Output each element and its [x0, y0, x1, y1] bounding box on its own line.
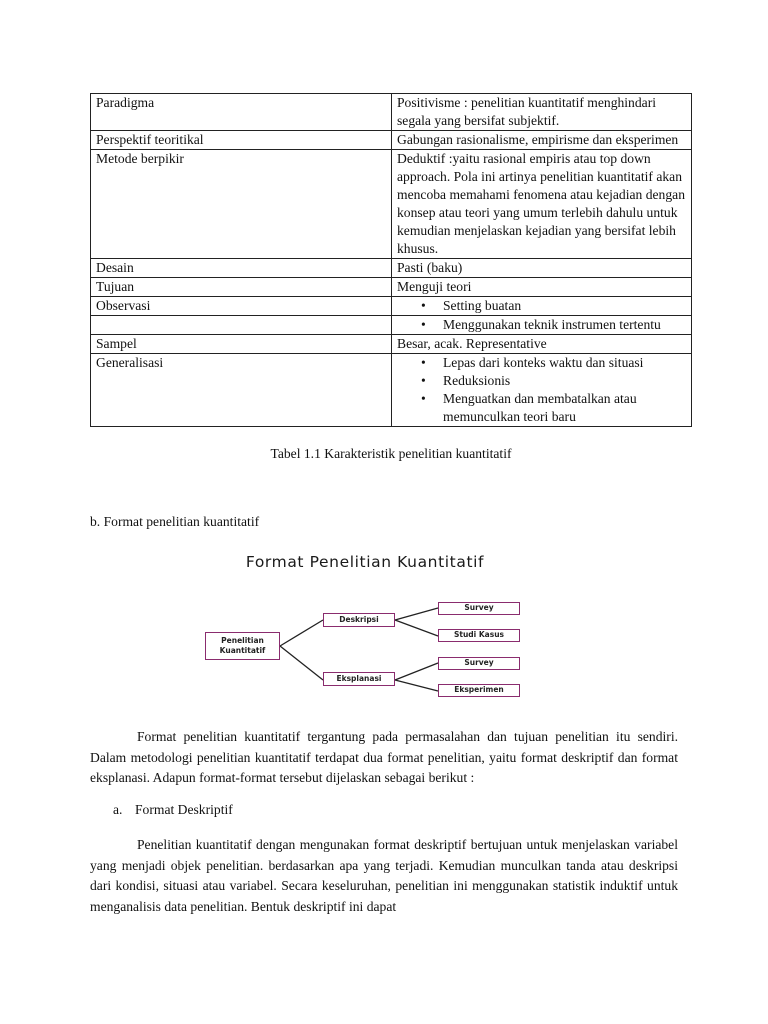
table-row	[91, 259, 692, 278]
paragraph-text: Penelitian kuantitatif dengan mengunakan format deskriptif bertujuan untuk menjelaskan variabel yang menjadi objek penelitian. berdasarkan apa yang terjadi. Kemudian munculkan tanda atau deskripsi dari kondisi, situasi atau variabel. Secara keseluruhan, penelitian ini menggunakan statistik induktif untuk menganalisis data penelitian. Bentuk deskriptif ini dapat	[90, 837, 678, 914]
table-cell-value	[392, 297, 692, 316]
table-row	[91, 354, 692, 427]
table-cell-key: Sampel	[91, 335, 392, 354]
diagram-title: Format Penelitian Kuantitatif	[245, 553, 485, 571]
table-cell-key: Desain	[91, 259, 392, 278]
connector-line	[280, 646, 323, 680]
table-caption: Tabel 1.1 Karakteristik penelitian kuantitatif	[270, 446, 512, 461]
diagram-leaf-box	[438, 684, 520, 697]
subheading-text: Format Deskriptif	[135, 802, 233, 817]
table-cell-value	[392, 316, 692, 335]
table-row	[91, 297, 692, 316]
table-row	[91, 278, 692, 297]
connector-line	[280, 620, 323, 646]
diagram-leaf-box	[438, 629, 520, 642]
table-cell-key: Generalisasi	[91, 354, 392, 427]
diagram-branch-label: Deskripsi	[339, 615, 379, 624]
connector-line	[395, 663, 438, 680]
table-row	[91, 131, 692, 150]
list-item: • Setting buatan	[443, 297, 686, 315]
table-cell-key: Tujuan	[91, 278, 392, 297]
table-cell-value	[392, 354, 692, 427]
table-cell-key: Paradigma	[91, 94, 392, 131]
table-cell-value: Pasti (baku)	[392, 259, 692, 278]
bullet-list	[397, 354, 686, 426]
list-item: • Menggunakan teknik instrumen tertentu	[443, 316, 686, 334]
bullet-list	[397, 297, 686, 315]
table-cell-key: Perspektif teoritikal	[91, 131, 392, 150]
table-row	[91, 335, 692, 354]
subheading	[113, 801, 233, 819]
diagram-branch-label: Eksplanasi	[336, 674, 382, 683]
list-item: • Menguatkan dan membatalkan atau memunculkan teori baru	[443, 390, 686, 426]
characteristics-table	[90, 93, 692, 427]
diagram-leaf-label: Studi Kasus	[453, 630, 505, 639]
table-row	[91, 150, 692, 259]
connector-line	[395, 608, 438, 620]
diagram-branch-box	[323, 672, 395, 686]
diagram-leaf-box	[438, 657, 520, 670]
diagram-branch-box	[323, 613, 395, 627]
paragraph-text: Format penelitian kuantitatif tergantung pada permasalahan dan tujuan penelitian itu sendiri. Dalam metodologi penelitian kuantitatif terdapat dua format penelitian, yaitu format deskriptif dan format eksplanasi. Adapun format-format tersebut dijelaskan sebagai berikut :	[90, 729, 678, 785]
connector-line	[395, 680, 438, 691]
table-cell-key: Observasi	[91, 297, 392, 316]
diagram-root-box	[205, 632, 280, 660]
diagram-leaf-label: Survey	[464, 603, 494, 612]
table-cell-value: Deduktif :yaitu rasional empiris atau top down approach. Pola ini artinya penelitian kuantitatif akan mencoba memahami fenomena atau kejadian dengan konsep atau teori yang umum terlebih dahulu untuk kemudian menjelaskan kejadian yang bersifat lebih khusus.	[392, 150, 692, 259]
table-cell-key: Metode berpikir	[91, 150, 392, 259]
section-heading: b. Format penelitian kuantitatif	[90, 514, 260, 529]
table-cell-value: Besar, acak. Representative	[392, 335, 692, 354]
table-cell-key	[91, 316, 392, 335]
format-diagram	[190, 550, 590, 700]
paragraph	[90, 835, 678, 917]
list-item: • Reduksionis	[443, 372, 686, 390]
paragraph	[90, 727, 678, 789]
bullet-list	[397, 316, 686, 334]
diagram-leaf-label: Survey	[464, 658, 494, 667]
connector-line	[395, 620, 438, 636]
diagram-root-label: Penelitian Kuantitatif	[219, 636, 266, 655]
list-item: • Lepas dari konteks waktu dan situasi	[443, 354, 686, 372]
table-row	[91, 94, 692, 131]
diagram-leaf-box	[438, 602, 520, 615]
table-cell-value: Gabungan rasionalisme, empirisme dan eksperimen	[392, 131, 692, 150]
diagram-leaf-label: Eksperimen	[454, 685, 504, 694]
table-cell-value: Menguji teori	[392, 278, 692, 297]
table-cell-value: Positivisme : penelitian kuantitatif menghindari segala yang bersifat subjektif.	[392, 94, 692, 131]
table-row	[91, 316, 692, 335]
subheading-label: a.	[113, 802, 123, 817]
